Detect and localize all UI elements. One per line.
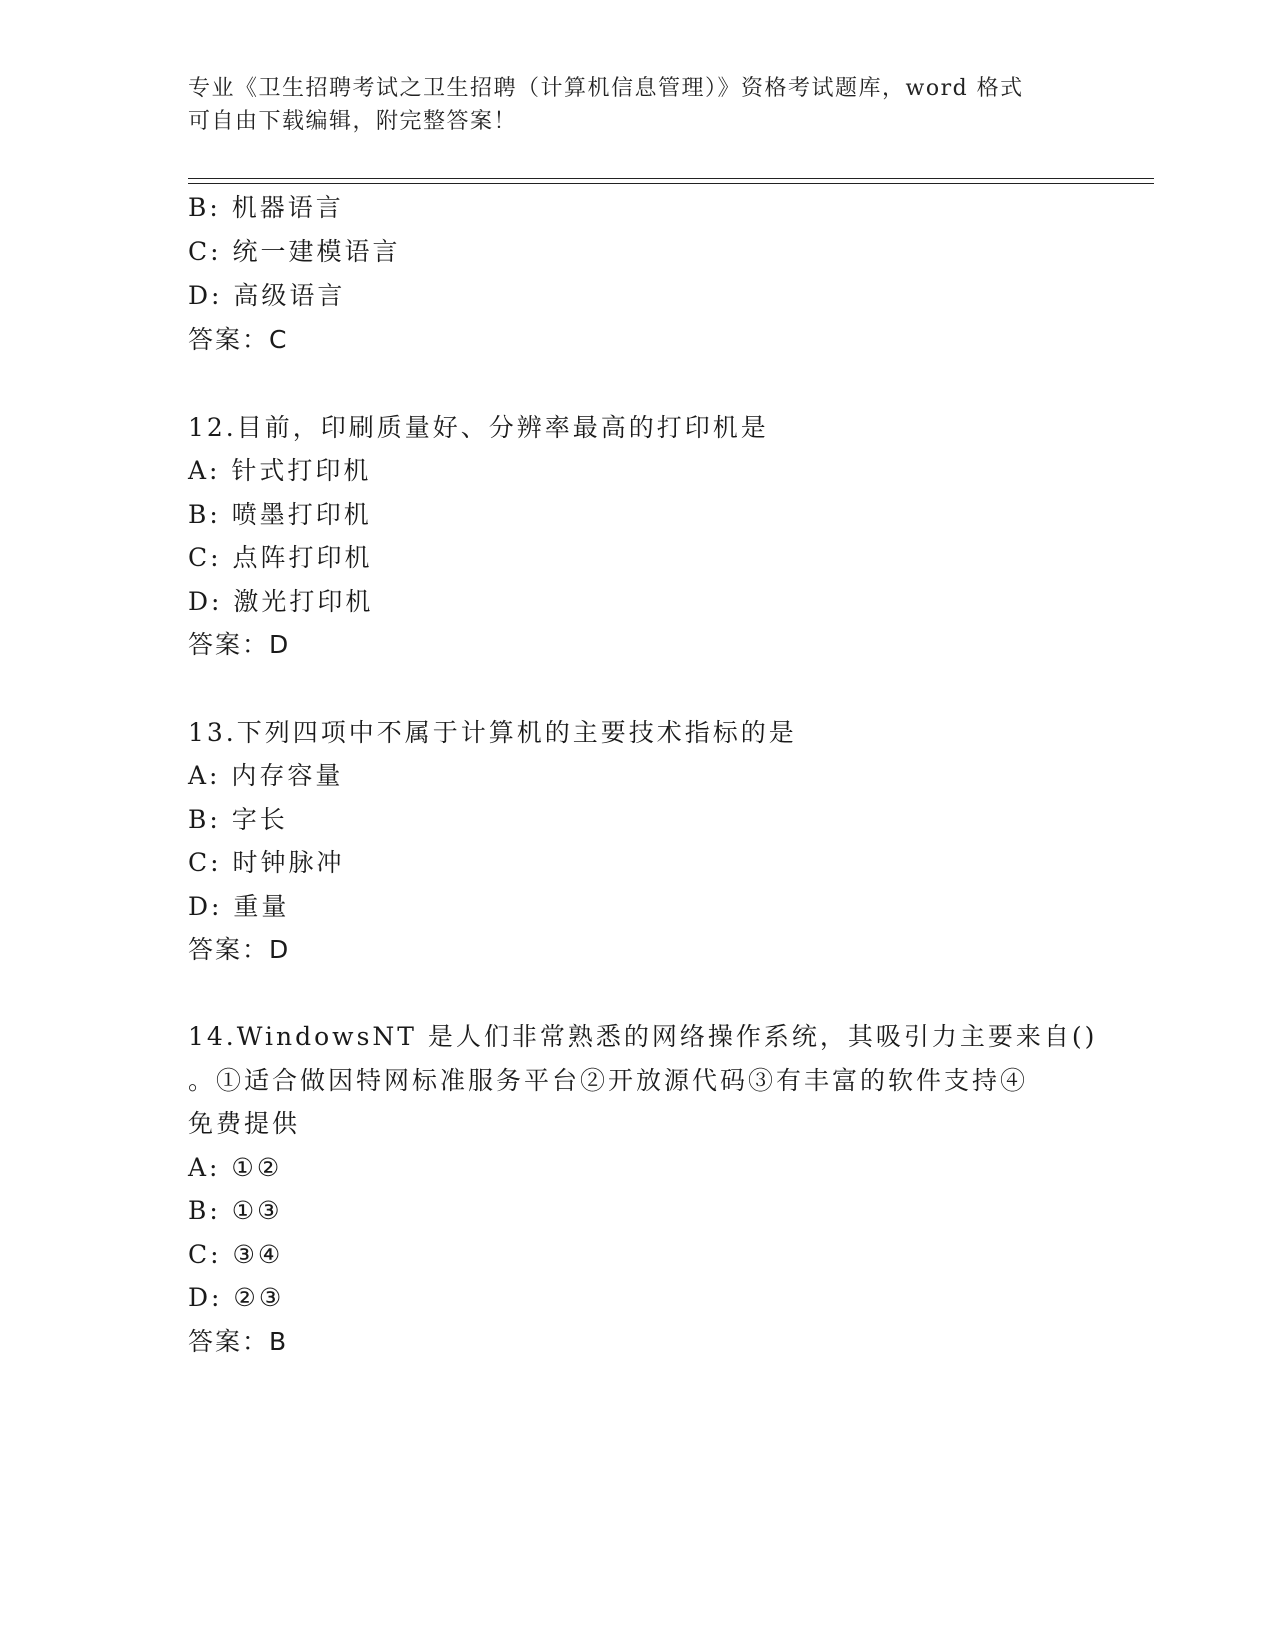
q13-option-c: C: 时钟脉冲 — [188, 848, 345, 877]
q13-question: 13.下列四项中不属于计算机的主要技术指标的是 — [188, 718, 797, 747]
q14-option-a: A: ①② — [188, 1153, 283, 1182]
header-divider-top — [188, 178, 1154, 179]
q14-question-line-2: 。①适合做因特网标准服务平台②开放源代码③有丰富的软件支持④ — [188, 1066, 1029, 1095]
q14-question-line-1: 14.WindowsNT 是人们非常熟悉的网络操作系统，其吸引力主要来自() — [188, 1022, 1098, 1051]
q12-option-d: D: 激光打印机 — [188, 587, 374, 616]
q12-question: 12.目前，印刷质量好、分辨率最高的打印机是 — [188, 413, 769, 442]
q11-option-d: D: 高级语言 — [188, 281, 346, 310]
q13-option-d: D: 重量 — [188, 892, 290, 921]
q14-option-d: D: ②③ — [188, 1283, 285, 1312]
document-header — [188, 72, 1068, 138]
q11-option-c: C: 统一建模语言 — [188, 237, 401, 266]
q14-option-b: B: ①③ — [188, 1196, 283, 1225]
q13-option-a: A: 内存容量 — [188, 761, 344, 790]
q14-option-c: C: ③④ — [188, 1240, 284, 1269]
q11-answer: 答案：C — [188, 325, 289, 354]
q13-option-b: B: 字长 — [188, 805, 288, 834]
q13-answer: 答案：D — [188, 935, 291, 964]
header-divider-bottom — [188, 183, 1154, 184]
q12-option-c: C: 点阵打印机 — [188, 543, 373, 572]
header-line-1: 专业《卫生招聘考试之卫生招聘（计算机信息管理）》资格考试题库，word 格式 — [188, 76, 1024, 101]
q12-answer: 答案：D — [188, 630, 291, 659]
q14-answer: 答案：B — [188, 1327, 289, 1356]
q11-option-b: B: 机器语言 — [188, 193, 344, 222]
q14-question-line-3: 免费提供 — [188, 1109, 301, 1138]
q12-option-b: B: 喷墨打印机 — [188, 500, 372, 529]
header-line-2: 可自由下载编辑，附完整答案！ — [188, 109, 518, 134]
q12-option-a: A: 针式打印机 — [188, 456, 372, 485]
